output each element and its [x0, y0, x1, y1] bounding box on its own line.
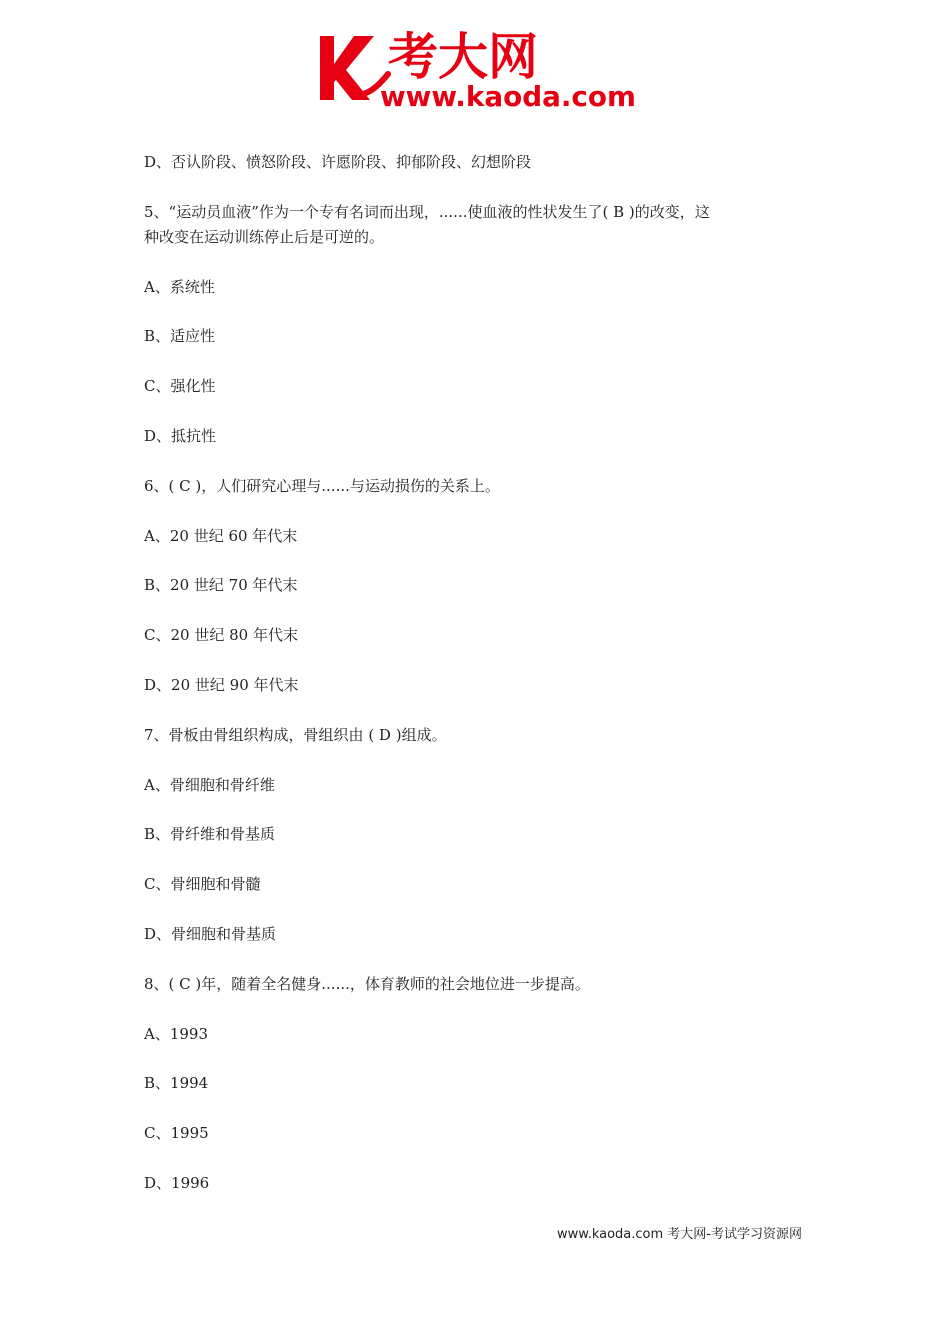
- q5-option-a: A、系统性: [144, 277, 215, 296]
- q8-option-a: A、1993: [144, 1024, 209, 1043]
- q7-question: 7、骨板由骨组织构成，骨组织由 ( D )组成。: [144, 725, 447, 744]
- q8-question: 8、( C )年，随着全名健身......，体育教师的社会地位进一步提高。: [144, 974, 590, 993]
- logo-url: www.kaoda.com: [380, 80, 636, 110]
- document-body: [144, 150, 812, 1221]
- q7-option-b: B、骨纤维和骨基质: [144, 825, 276, 844]
- q6-option-a: A、20 世纪 60 年代末: [144, 526, 298, 545]
- q5-text-line-2: 种改变在运动训练停止后是可逆的。: [144, 227, 385, 246]
- q8-option-c: C、1995: [144, 1124, 209, 1143]
- q6-question: 6、( C )，人们研究心理与......与运动损伤的关系上。: [144, 476, 500, 495]
- page-footer: www.kaoda.com 考大网-考试学习资源网: [557, 1227, 802, 1242]
- q5-option-c: C、强化性: [144, 377, 216, 396]
- q5-option-b: B、适应性: [144, 327, 216, 346]
- q5-option-d: D、抵抗性: [144, 426, 217, 445]
- q8-option-b: B、1994: [144, 1074, 209, 1093]
- q6-option-b: B、20 世纪 70 年代末: [144, 576, 298, 595]
- q7-option-c: C、骨细胞和骨髓: [144, 875, 261, 894]
- q4-option-d: D、否认阶段、愤怒阶段、许愿阶段、抑郁阶段、幻想阶段: [144, 153, 532, 171]
- q5-question: [144, 200, 812, 250]
- q7-option-d: D、骨细胞和骨基质: [144, 924, 277, 943]
- logo-brand-cn: 考大网: [388, 28, 538, 86]
- kaoda-logo: [318, 24, 640, 110]
- q8-option-d: D、1996: [144, 1173, 210, 1192]
- q6-option-d: D、20 世纪 90 年代末: [144, 675, 299, 694]
- q7-option-a: A、骨细胞和骨纤维: [144, 775, 275, 794]
- q6-option-c: C、20 世纪 80 年代末: [144, 626, 298, 645]
- q5-text-line-1: 5、“运动员血液”作为一个专有名词而出现，......使血液的性状发生了( B )的改变，这: [144, 202, 710, 221]
- kaoda-logo-graphic: [318, 24, 640, 110]
